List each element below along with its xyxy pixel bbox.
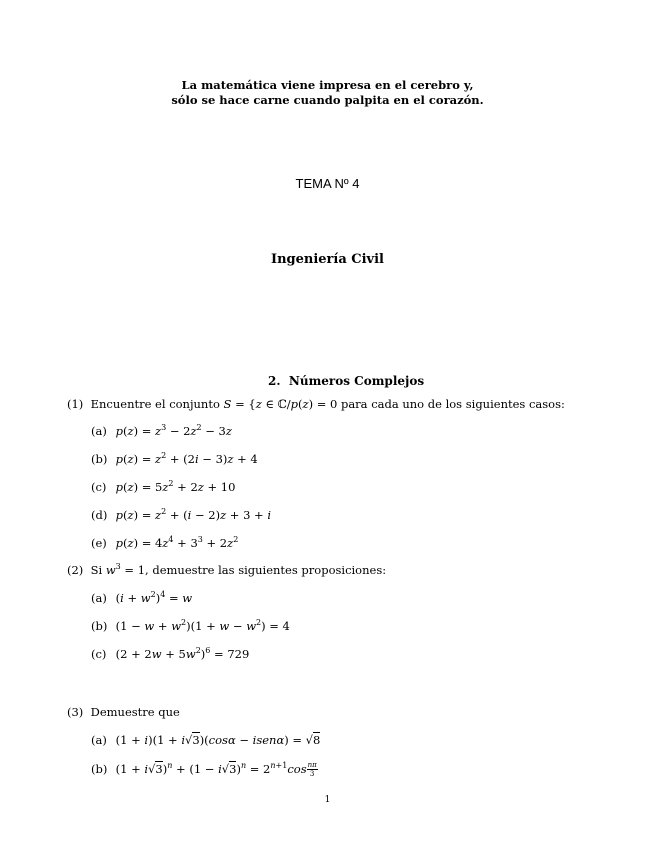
problem-statement-end: para cada uno de los siguientes casos:: [340, 397, 565, 411]
epigraph: [0, 78, 655, 108]
list-item: [91, 452, 258, 466]
math-expression: $p(z) = 4z^4 + 3^3 + 2z^2$: [115, 535, 239, 550]
list-item: [91, 536, 238, 550]
math-expression: $p(z) = z^3 - 2z^2 - 3z$: [115, 423, 232, 438]
math-expression: $p(z) = 5z^2 + 2z + 10$: [115, 479, 236, 494]
section-heading: [268, 374, 424, 388]
problem-label: (3): [67, 705, 84, 719]
section-number: 2.: [268, 374, 281, 388]
item-label: (b): [91, 619, 108, 633]
math-expression: $(1 + i√3)^n + (1 - i√3)^n = 2^{n+1}\cos$ $\frac{n\pi}{3}$: [115, 760, 317, 778]
list-item: [91, 733, 320, 747]
math-expression: $(i + w^2)^4 = w$: [115, 590, 193, 605]
math-expression: $p(z) = z^2 + (2i - 3)z + 4$: [115, 451, 258, 466]
problem-label: (1): [67, 397, 84, 411]
page-number: 1: [324, 795, 331, 805]
item-label: (b): [91, 452, 108, 466]
math-expression: $(1 - w + w^2)(1 + w - w^2) = 4$: [115, 618, 290, 633]
problem-3: [67, 705, 180, 719]
list-item: [91, 480, 235, 494]
math-expression: (1 + i)(1 + i√3)(cosα − isenα) = √8: [115, 733, 321, 747]
list-item: [91, 619, 290, 633]
epigraph-line-2: sólo se hace carne cuando palpita en el corazón.: [171, 93, 484, 107]
list-item: [91, 761, 318, 778]
problem-statement-end: , demuestre las siguientes proposiciones:: [145, 563, 387, 577]
problem-1: [67, 397, 565, 411]
career-title: Ingeniería Civil: [270, 252, 384, 267]
item-label: (e): [91, 536, 107, 550]
problem-statement-start: Si: [90, 563, 103, 577]
math-condition: $w^3 = 1$: [105, 562, 146, 577]
section-title: Números Complejos: [288, 374, 425, 388]
epigraph-line-1: La matemática viene impresa en el cerebro y,: [181, 78, 474, 92]
problem-2: [67, 563, 386, 577]
tema-heading: TEMA Nº 4: [295, 176, 360, 191]
problem-statement-start: Encuentre el conjunto: [90, 397, 220, 411]
item-label: (c): [91, 647, 107, 661]
list-item: [91, 647, 249, 661]
math-set-definition: S = {z ∈ ℂ/p(z) = 0: [223, 397, 338, 411]
item-label: (b): [91, 761, 108, 776]
math-expression: $(2 + 2w + 5w^2)^6 = 729$: [115, 646, 250, 661]
problem-statement: Demuestre que: [90, 705, 180, 719]
list-item: [91, 424, 232, 438]
problem-label: (2): [67, 563, 84, 577]
item-label: (a): [91, 424, 107, 438]
item-label: (c): [91, 480, 107, 494]
math-expression: $p(z) = z^2 + (i - 2)z + 3 + i$: [115, 507, 272, 522]
list-item: [91, 591, 192, 605]
item-label: (d): [91, 508, 108, 522]
list-item: [91, 508, 271, 522]
item-label: (a): [91, 733, 107, 747]
item-label: (a): [91, 591, 107, 605]
